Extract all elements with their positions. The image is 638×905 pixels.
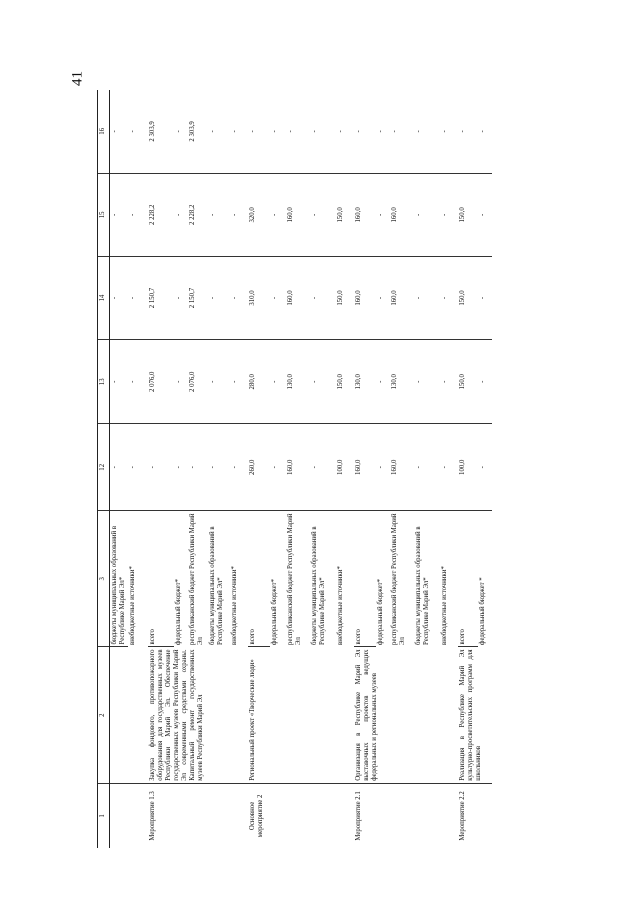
value-cell: - [208, 424, 230, 511]
funding-source: внебюджетные источники* [337, 566, 344, 645]
measure-name [110, 647, 149, 783]
value-cell: 2 076,0 [148, 340, 174, 424]
table-row [354, 90, 376, 848]
funding-source: федеральный бюджет * [479, 577, 486, 645]
funding-source: бюджеты муниципальных образований в Республике Марий Эл* [110, 511, 129, 647]
funding-source: бюджеты муниципальных образований в Республике Марий Эл* [311, 526, 326, 645]
funding-source: бюджеты муниципальных образований в Республике Марий Эл* [415, 526, 430, 645]
value-cell: - [478, 424, 492, 511]
value-cell: - [270, 256, 286, 339]
value-cell: 310,0 [248, 256, 270, 339]
value-cell: 160,0 [354, 424, 376, 511]
value-cell: - [478, 256, 492, 339]
funding-source: республиканский бюджет Республики Марий Эл [189, 513, 204, 645]
col-header: 2 [98, 647, 110, 783]
value-cell: 150,0 [336, 340, 354, 424]
value-cell: - [376, 424, 390, 511]
budget-table [97, 90, 492, 848]
value-cell: - [310, 424, 336, 511]
col-header: 3 [98, 511, 110, 647]
value-cell: 2 228,2 [148, 173, 174, 256]
measure-name: Региональный проект «Творческие люди» [248, 647, 354, 783]
value-cell: - [110, 173, 129, 256]
value-cell: - [208, 173, 230, 256]
value-cell: - [208, 256, 230, 339]
value-cell: - [128, 340, 148, 424]
value-cell: - [110, 256, 129, 339]
value-cell: - [128, 424, 148, 511]
value-cell: 160,0 [390, 173, 414, 256]
funding-source: внебюджетные источники* [231, 566, 238, 645]
value-cell: 150,0 [458, 340, 478, 424]
value-cell: - [354, 90, 376, 173]
value-cell: - [174, 90, 188, 173]
value-cell: - [110, 340, 129, 424]
funding-source: федеральный бюджет* [175, 578, 182, 645]
value-cell: - [376, 256, 390, 339]
value-cell: - [270, 173, 286, 256]
value-cell: - [208, 340, 230, 424]
funding-source: всего [248, 511, 270, 647]
value-cell: 160,0 [354, 173, 376, 256]
measure-code: Основное мероприятие 2 [249, 794, 264, 838]
col-header: 16 [98, 90, 110, 173]
value-cell: - [310, 173, 336, 256]
value-cell: 130,0 [354, 340, 376, 424]
value-cell: - [174, 340, 188, 424]
funding-source: всего [148, 511, 174, 647]
value-cell: - [174, 424, 188, 511]
value-cell: 2 303,9 [188, 90, 208, 173]
value-cell: - [208, 90, 230, 173]
value-cell: - [440, 256, 458, 339]
value-cell: - [230, 173, 248, 256]
measure-code: Мероприятие 1.3 [149, 791, 156, 841]
value-cell: - [478, 340, 492, 424]
value-cell: 2 303,9 [148, 90, 174, 173]
table-row [110, 90, 129, 848]
value-cell: - [270, 424, 286, 511]
table-row [458, 90, 478, 848]
value-cell: 160,0 [286, 256, 310, 339]
table-body [98, 90, 493, 848]
col-header: 13 [98, 340, 110, 424]
measure-name: Организация в Республике Марий Эл выставочных проектов ведущих федеральных и региональных музеев [354, 647, 458, 783]
col-header: 12 [98, 424, 110, 511]
value-cell: - [414, 173, 440, 256]
value-cell: - [478, 90, 492, 173]
value-cell: 260,0 [248, 424, 270, 511]
header-row [98, 90, 110, 848]
value-cell: 150,0 [336, 256, 354, 339]
col-header: 14 [98, 256, 110, 339]
value-cell: 320,0 [248, 173, 270, 256]
value-cell: 150,0 [458, 256, 478, 339]
value-cell: - [458, 90, 478, 173]
rotated-table-container [97, 90, 638, 848]
value-cell: 160,0 [286, 424, 310, 511]
table-row [248, 90, 270, 848]
value-cell: 130,0 [390, 340, 414, 424]
funding-source: республиканский бюджет Республики Марий Эл [287, 513, 302, 645]
value-cell: - [414, 340, 440, 424]
value-cell: - [376, 340, 390, 424]
measure-name: Закупка фондового, противопожарного оборудования для государственных музеев Республики Марий Эл. Обеспечение государственных музеев Республики Марий Эл современными средствами охраны. Капитальный ремонт государственных музеев Республики Марий Эл [148, 647, 248, 783]
value-cell: 100,0 [336, 424, 354, 511]
value-cell: 150,0 [336, 173, 354, 256]
value-cell: - [110, 424, 129, 511]
value-cell: 160,0 [286, 173, 310, 256]
value-cell: - [148, 424, 174, 511]
funding-source: всего [354, 511, 376, 647]
value-cell: - [270, 340, 286, 424]
funding-source: федеральный бюджет* [271, 578, 278, 645]
value-cell: - [310, 256, 336, 339]
value-cell: - [440, 340, 458, 424]
funding-source: внебюджетные источники* [129, 566, 136, 645]
value-cell: - [440, 173, 458, 256]
value-cell: - [440, 90, 458, 173]
value-cell: 280,0 [248, 340, 270, 424]
value-cell: - [248, 90, 270, 173]
value-cell: - [128, 90, 148, 173]
value-cell: - [230, 340, 248, 424]
value-cell: 130,0 [286, 340, 310, 424]
value-cell: - [414, 90, 440, 173]
value-cell: - [478, 173, 492, 256]
value-cell: 2 150,7 [188, 256, 208, 339]
funding-source: республиканский бюджет Республики Марий Эл [391, 513, 406, 645]
value-cell: 160,0 [390, 424, 414, 511]
value-cell: - [414, 256, 440, 339]
value-cell: - [270, 90, 286, 173]
funding-source: бюджеты муниципальных образований в Республике Марий Эл* [209, 526, 224, 645]
value-cell: - [414, 424, 440, 511]
value-cell: 2 076,0 [188, 340, 208, 424]
value-cell: 150,0 [458, 173, 478, 256]
value-cell: - [390, 90, 414, 173]
value-cell: 160,0 [390, 256, 414, 339]
value-cell: - [310, 90, 336, 173]
value-cell: - [286, 90, 310, 173]
value-cell: - [174, 173, 188, 256]
value-cell: 2 228,2 [188, 173, 208, 256]
value-cell: - [230, 424, 248, 511]
col-header: 1 [98, 783, 110, 848]
value-cell: - [440, 424, 458, 511]
funding-source: всего [458, 511, 478, 647]
col-header: 15 [98, 173, 110, 256]
value-cell: - [310, 340, 336, 424]
value-cell: - [230, 90, 248, 173]
measure-name: Реализация в Республике Марий Эл культурно-просветительских программ для школьников [458, 647, 492, 783]
value-cell: - [376, 173, 390, 256]
value-cell: - [174, 256, 188, 339]
funding-source: внебюджетные источники* [441, 566, 448, 645]
value-cell: - [230, 256, 248, 339]
value-cell: 160,0 [354, 256, 376, 339]
measure-code: Мероприятие 2.1 [355, 791, 362, 841]
table-row [148, 90, 174, 848]
page-number: 41 [69, 71, 86, 86]
value-cell: 2 150,7 [148, 256, 174, 339]
value-cell: - [336, 90, 354, 173]
value-cell: - [188, 424, 208, 511]
funding-source: федеральный бюджет* [377, 578, 384, 645]
value-cell: - [110, 90, 129, 173]
value-cell: - [376, 90, 390, 173]
value-cell: - [128, 256, 148, 339]
measure-code [110, 783, 149, 848]
value-cell: - [128, 173, 148, 256]
measure-code: Мероприятие 2.2 [459, 791, 466, 841]
value-cell: 100,0 [458, 424, 478, 511]
